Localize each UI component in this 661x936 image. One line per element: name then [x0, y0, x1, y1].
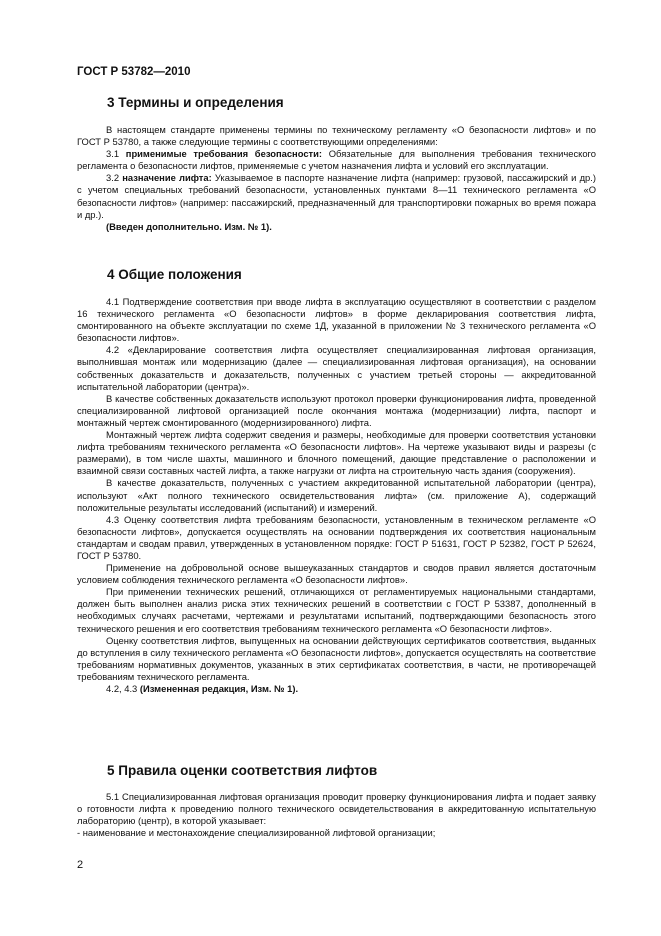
page-header: ГОСТ Р 53782—2010	[77, 66, 191, 78]
paragraph: Оценку соответствия лифтов, выпущенных на основании действующих сертификатов соответствия, выданных до вступления в силу технического регламента «О безопасности лифтов», допускается осуществлять на соответствие требованиям нормативных документов, указанных в этих сертификатах соответствия, в части, не противоречащей требованиям технического регламента.	[77, 634, 596, 682]
note-clauses: 4.2, 4.3	[106, 683, 140, 694]
section-5-title: 5 Правила оценки соответствия лифтов	[107, 763, 378, 778]
term-number: 3.1	[106, 148, 126, 160]
paragraph: В качестве собственных доказательств используют протокол проверки функционирования лифта, проведенной специализированной лифтовой организацией после окончания монтажа (модернизации) лифта, паспорт и монтажный чертеж смонтированного (модернизированного) лифта.	[77, 392, 596, 428]
paragraph: Применение на добровольной основе вышеуказанных стандартов и сводов правил является достаточным условием соблюдения технического регламента «О безопасности лифтов».	[77, 562, 596, 586]
term-name: назначение лифта:	[122, 172, 212, 184]
section-4-body	[77, 296, 596, 695]
note-text: (Измененная редакция, Изм. № 1).	[139, 683, 299, 694]
amendment-note	[77, 683, 596, 695]
paragraph: 4.3 Оценку соответствия лифта требованиям безопасности, установленным в техническом регламенте «О безопасности лифтов», допускается осуществлять на основании подтверждения их соответствия национальным стандартам и сводам правил, утвержденных в установленном порядке: ГОСТ Р 51631, ГОСТ Р 52382, ГОСТ Р 52624, ГОСТ Р 53780.	[77, 513, 596, 561]
term-3-1	[77, 148, 596, 172]
section-3-body	[77, 124, 596, 233]
page-number: 2	[77, 859, 84, 871]
paragraph: 4.1 Подтверждение соответствия при вводе лифта в эксплуатацию осуществляют в соответствии с разделом 16 технического регламента «О безопасности лифтов» в форме декларирования соответствия лифта, смонтированного на объекте эксплуатации по схеме 1Д, указанной в приложении № 3 технического регламента «О безопасности лифтов».	[77, 296, 596, 344]
paragraph: 5.1 Специализированная лифтовая организация проводит проверку функционирования лифта и подает заявку о готовности лифта к проведению полного технического освидетельствования в аккредитованную испытательную лабораторию (центр), в которой указывает:	[77, 791, 596, 827]
list-item: - наименование и местонахождение специализированной лифтовой организации;	[77, 827, 436, 839]
paragraph: При применении технических решений, отличающихся от регламентируемых национальными стандартами, должен быть выполнен анализ риска этих технических решений в соответствии с ГОСТ Р 53387, дополненный в необходимых случаях расчетами, чертежами и результатами испытаний, подтверждающими безопасность этого технического решения и его соответствия требованиям технического регламента «О безопасности лифтов».	[77, 586, 596, 634]
paragraph: Монтажный чертеж лифта содержит сведения и размеры, необходимые для проверки соответствия установки лифта требованиям технического регламента «О безопасности лифтов». На чертеже указывают виды и разрезы (с размерами), в том числе шахты, машинного и блочного помещений, дающие представление о расположении и взаимной связи составных частей лифта, а также нагрузки от лифта на строительную часть здания (сооружения).	[77, 429, 596, 477]
term-name: применимые требования безопасности:	[125, 148, 323, 160]
term-3-2	[77, 172, 596, 220]
paragraph: 4.2 «Декларирование соответствия лифта осуществляет специализированная лифтовая организация, выполнившая монтаж или модернизацию (далее — специализированная лифтовая организация), на основании собственных доказательств и доказательств, полученных с участием третьей стороны — аккредитованной испытательной лаборатории (центра)».	[77, 344, 596, 392]
section-3-title: 3 Термины и определения	[107, 95, 284, 110]
paragraph: В настоящем стандарте применены термины по техническому регламенту «О безопасности лифтов» и по ГОСТ Р 53780, а также следующие термины с соответствующими определениями:	[77, 124, 596, 148]
section-4-title: 4 Общие положения	[107, 267, 242, 282]
term-number: 3.2	[106, 172, 123, 184]
term-definition: Обязательные для выполнения требования технического регламента о безопасности лифтов, применяемые с учетом назначения лифта и условий его эксплуатации.	[77, 148, 596, 172]
amendment-note: (Введен дополнительно. Изм. № 1).	[106, 220, 272, 232]
term-definition: Указываемое в паспорте назначение лифта (например: грузовой, пассажирский и др.) с учетом специальных требований безопасности, установленных пунктами 8—11 технического регламента «О безопасности лифтов» (например: пассажирский, предназначенный для транспортировки пожарных во время пожара и др.).	[77, 172, 596, 220]
section-5-body	[77, 791, 596, 839]
paragraph: В качестве доказательств, полученных с участием аккредитованной испытательной лаборатории (центра), используют «Акт полного технического освидетельствования лифта» (см. приложение А), содержащий положительные результаты исследований (испытаний) и измерений.	[77, 477, 596, 513]
